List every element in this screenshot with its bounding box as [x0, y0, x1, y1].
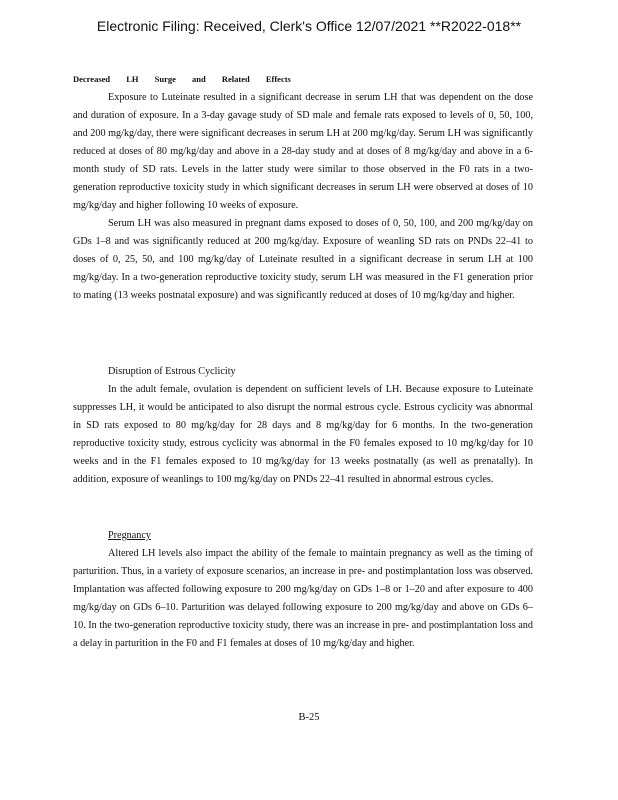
paragraph: Exposure to Luteinate resulted in a significant decrease in serum LH that was dependent on the dose and duration of exposure. In a 3-day gavage study of SD male and female rats exposed to levels of 0, 50, 100, and 200 mg/kg/day, there were significant decreases in serum LH at 200 mg/kg/day. Serum LH was significantly reduced at doses of 80 mg/kg/day and above in a 28-day study and at doses of 8 mg/kg/day and above in a 6-month study of SD rats. Levels in the latter study were similar to those observed in the F0 rats in a two-generation reproductive toxicity study in which significant decreases in serum LH were observed at doses of 10 mg/kg/day and higher following 10 weeks of exposure.: [73, 92, 533, 211]
section-body-estrous: [73, 381, 533, 489]
page-number: B-25: [298, 712, 320, 723]
paragraph: Altered LH levels also impact the ability of the female to maintain pregnancy as well as the timing of parturition. Thus, in a variety of exposure scenarios, an increase in pre- and postimplantation loss was observed. Implantation was affected following exposure to 200 mg/kg/day on GDs 1–8 or 1–20 and after exposure to 400 mg/kg/day on GDs 6–10. Parturition was delayed following exposure to 200 mg/kg/day and above on GDs 6–10. In the two-generation reproductive toxicity study, there was an increase in pre- and postimplantation loss and a delay in parturition in the F0 and F1 females at doses of 10 mg/kg/day and higher.: [73, 548, 533, 649]
paragraph: In the adult female, ovulation is dependent on sufficient levels of LH. Because exposure to Luteinate suppresses LH, it would be anticipated to also disrupt the normal estrous cycle. Estrous cyclicity was abnormal in SD rats exposed to 80 mg/kg/day for 28 days and 8 mg/kg/day for 6 months. In the two-generation reproductive toxicity study, estrous cyclicity was abnormal in the F0 females exposed to 10 mg/kg/day for 10 weeks and in the F1 females exposed to 10 mg/kg/day for 13 weeks postnatally (as well as prenatally). In addition, exposure of weanlings to 100 mg/kg/day on PNDs 22–41 resulted in abnormal estrous cycles.: [73, 384, 533, 485]
section-heading-pregnancy: Pregnancy: [108, 530, 151, 541]
filing-header: Electronic Filing: Received, Clerk's Office 12/07/2021 **R2022-018**: [96, 18, 522, 34]
section-body-pregnancy: [73, 545, 533, 653]
section-heading-lh-surge: Decreased LH Surge and Related Effects: [73, 74, 291, 84]
section-heading-estrous: Disruption of Estrous Cyclicity: [108, 366, 236, 377]
paragraph: Serum LH was also measured in pregnant dams exposed to doses of 0, 50, 100, and 200 mg/kg/day on GDs 1–8 and was significantly reduced at 200 mg/kg/day. Exposure of weanling SD rats on PNDs 22–41 to doses of 0, 25, 50, and 100 mg/kg/day of Luteinate resulted in a significant decrease in serum LH at 100 mg/kg/day. In a two-generation reproductive toxicity study, serum LH was measured in the F1 generation prior to mating (13 weeks postnatal exposure) and was significantly reduced at doses of 10 mg/kg/day and higher.: [73, 218, 533, 301]
section-body-lh-surge: [73, 89, 533, 305]
